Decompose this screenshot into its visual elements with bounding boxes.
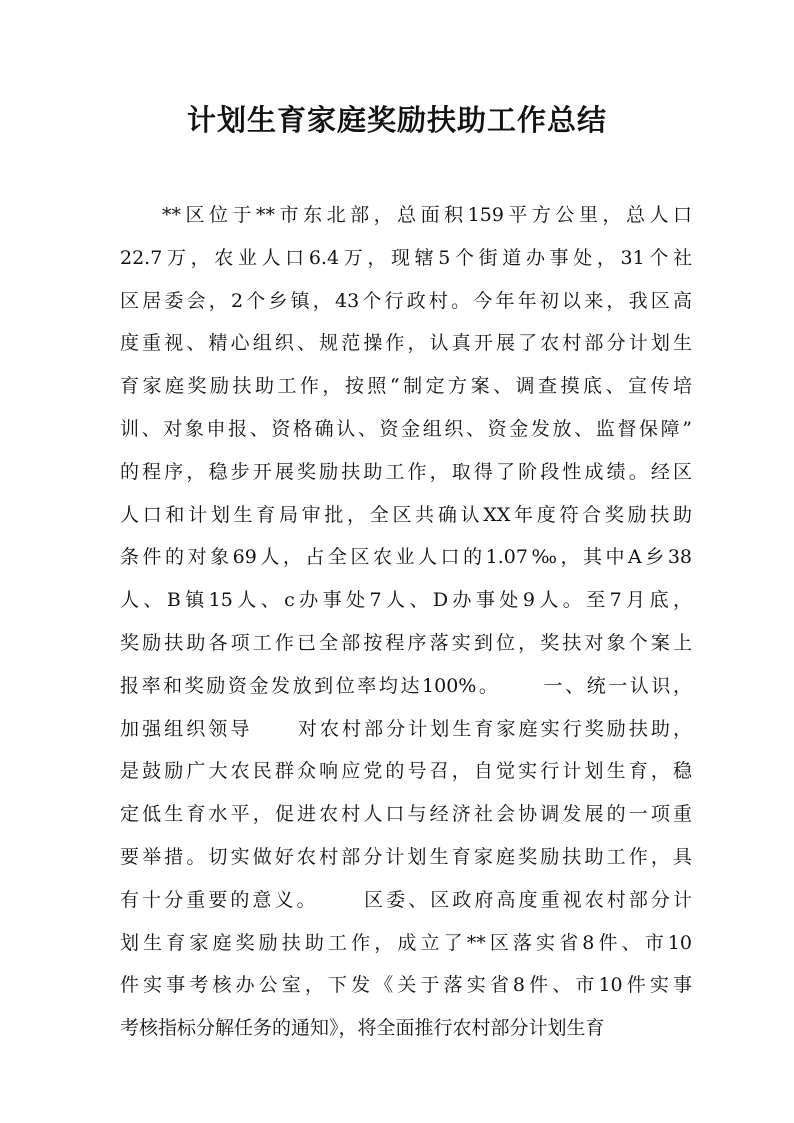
document-title: 计划生育家庭奖励扶助工作总结 (186, 103, 607, 137)
document-body (120, 194, 692, 1050)
body-line: 训、对象申报、资格确认、资金组织、资金发放、监督保障” (120, 417, 692, 440)
body-line: 件实事考核办公室，下发《关于落实省8件、市10件实事 (120, 974, 692, 997)
body-line: 人、B镇15人、c办事处7人、D办事处9人。至7月底， (120, 589, 692, 612)
body-line: 是鼓励广大农民群众响应党的号召，自觉实行计划生育，稳 (120, 760, 692, 783)
body-line: 考核指标分解任务的通知》，将全面推行农村部分计划生育 (120, 1017, 605, 1040)
body-line: 条件的对象69人，占全区农业人口的1.07‰，其中A乡38 (120, 546, 692, 569)
body-line: 人口和计划生育局审批，全区共确认XX年度符合奖励扶助 (120, 503, 692, 526)
body-line: 区居委会，2个乡镇，43个行政村。今年年初以来，我区高 (120, 289, 692, 312)
body-line: 奖励扶助各项工作已全部按程序落实到位，奖扶对象个案上 (120, 631, 692, 654)
body-line: 育家庭奖励扶助工作，按照“制定方案、调查摸底、宣传培 (120, 375, 692, 398)
body-line: 有十分重要的意义。 区委、区政府高度重视农村部分计 (120, 888, 692, 911)
body-line: 的程序，稳步开展奖励扶助工作，取得了阶段性成绩。经区 (120, 460, 692, 483)
body-line: 定低生育水平，促进农村人口与经济社会协调发展的一项重 (120, 803, 692, 826)
body-line: 报率和奖励资金发放到位率均达100%。 一、统一认识， (120, 674, 692, 697)
body-line: 加强组织领导 对农村部分计划生育家庭实行奖励扶助， (120, 717, 692, 740)
body-line: **区位于**市东北部，总面积159平方公里，总人口 (162, 204, 692, 226)
body-line: 22.7万，农业人口6.4万，现辖5个街道办事处，31个社 (120, 246, 692, 269)
body-line: 划生育家庭奖励扶助工作，成立了**区落实省8件、市10 (120, 931, 692, 954)
body-line: 要举措。切实做好农村部分计划生育家庭奖励扶助工作，具 (120, 845, 692, 868)
body-line: 度重视、精心组织、规范操作，认真开展了农村部分计划生 (120, 332, 692, 355)
